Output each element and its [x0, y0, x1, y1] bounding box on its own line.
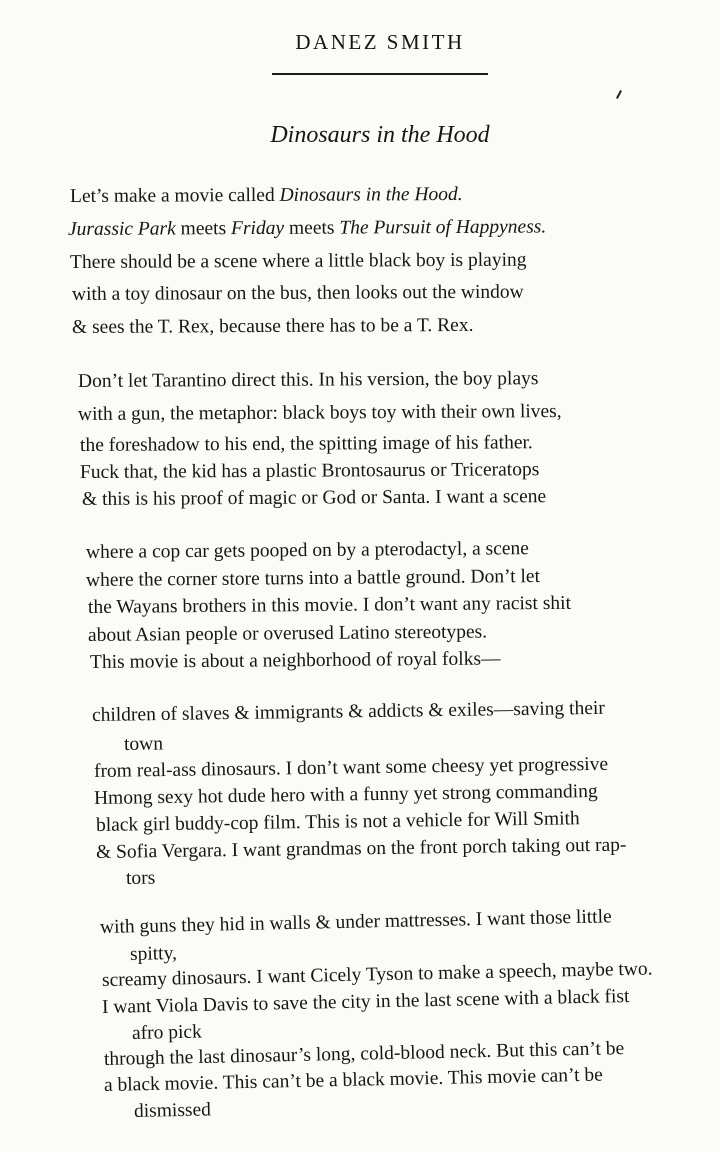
stanza2-line5: & this is his proof of magic or God or Santa. I want a scene [81, 486, 547, 510]
stanza5-line2: screamy dinosaurs. I want Cicely Tyson to make a speech, maybe two. [101, 958, 653, 991]
stanza1-line3: There should be a scene where a little black boy is playing [69, 249, 527, 273]
stanza2-line4: Fuck that, the kid has a plastic Brontosaurus or Triceratops [79, 459, 540, 483]
stanza5-line1: with guns they hid in walls & under mattresses. I want those little [99, 906, 612, 938]
stanza1-line2-title-c: The Pursuit of Happyness. [339, 216, 547, 239]
stanza5-line5: a black movie. This can’t be a black movie. This movie can’t be [103, 1064, 604, 1096]
stanza2-line3: the foreshadow to his end, the spitting image of his father. [79, 432, 533, 456]
stanza1-line2-title-b: Friday [230, 217, 285, 240]
stanza1-line1 [70, 185, 463, 207]
stanza4-line2: from real-ass dinosaurs. I don’t want some cheesy yet progressive [93, 753, 609, 782]
stanza4-line5-continuation: tors [125, 867, 156, 889]
stanza3-line1: where a cop car gets pooped on by a pterodactyl, a scene [85, 538, 529, 563]
stanza2-line2: with a gun, the metaphor: black boys toy with their own lives, [77, 401, 562, 425]
stanza1-line2-title-a: Jurassic Park [67, 218, 176, 240]
running-head-author: DANEZ SMITH [295, 30, 465, 54]
stanza3-line5: This movie is about a neighborhood of royal folks— [89, 648, 501, 673]
stanza4-line5: & Sofia Vergara. I want grandmas on the front porch taking out rap- [95, 834, 627, 863]
stanza4-line3: Hmong sexy hot dude hero with a funny yet strong commanding [93, 780, 598, 809]
stanza5-line3-continuation: afro pick [131, 1021, 203, 1044]
poem-title: Dinosaurs in the Hood [270, 122, 490, 148]
stanza4-line4: black girl buddy-cop film. This is not a vehicle for Will Smith [95, 808, 580, 836]
stanza1-line1-text: Let’s make a movie called [69, 184, 280, 207]
stanza2-line1: Don’t let Tarantino direct this. In his version, the boy plays [77, 368, 539, 392]
stanza1-line2 [68, 217, 546, 239]
stanza1-line4: with a toy dinosaur on the bus, then looks out the window [71, 281, 524, 305]
stanza1-line1-movie-title: Dinosaurs in the Hood. [279, 183, 463, 206]
stanza4-line1-continuation: town [123, 733, 164, 755]
stanza1-line2-meets-b: meets [284, 217, 340, 239]
stanza4-line1: children of slaves & immigrants & addicts & exiles—saving their [91, 697, 605, 726]
stanza3-line2: where the corner store turns into a battle ground. Don’t let [85, 566, 541, 591]
stanza1-line5: & sees the T. Rex, because there has to be a T. Rex. [71, 314, 474, 338]
stanza3-line3: the Wayans brothers in this movie. I don’t want any racist shit [87, 592, 572, 618]
stanza5-line5-continuation: dismissed [133, 1099, 212, 1122]
stanza5-line1-continuation: spitty, [129, 943, 178, 965]
stanza1-line2-meets-a: meets [175, 218, 232, 240]
stanza5-line3: I want Viola Davis to save the city in the last scene with a black fist [101, 985, 630, 1018]
stanza3-line4: about Asian people or overused Latino stereotypes. [87, 621, 488, 646]
stanza5-line4: through the last dinosaur’s long, cold-blood neck. But this can’t be [103, 1038, 625, 1070]
